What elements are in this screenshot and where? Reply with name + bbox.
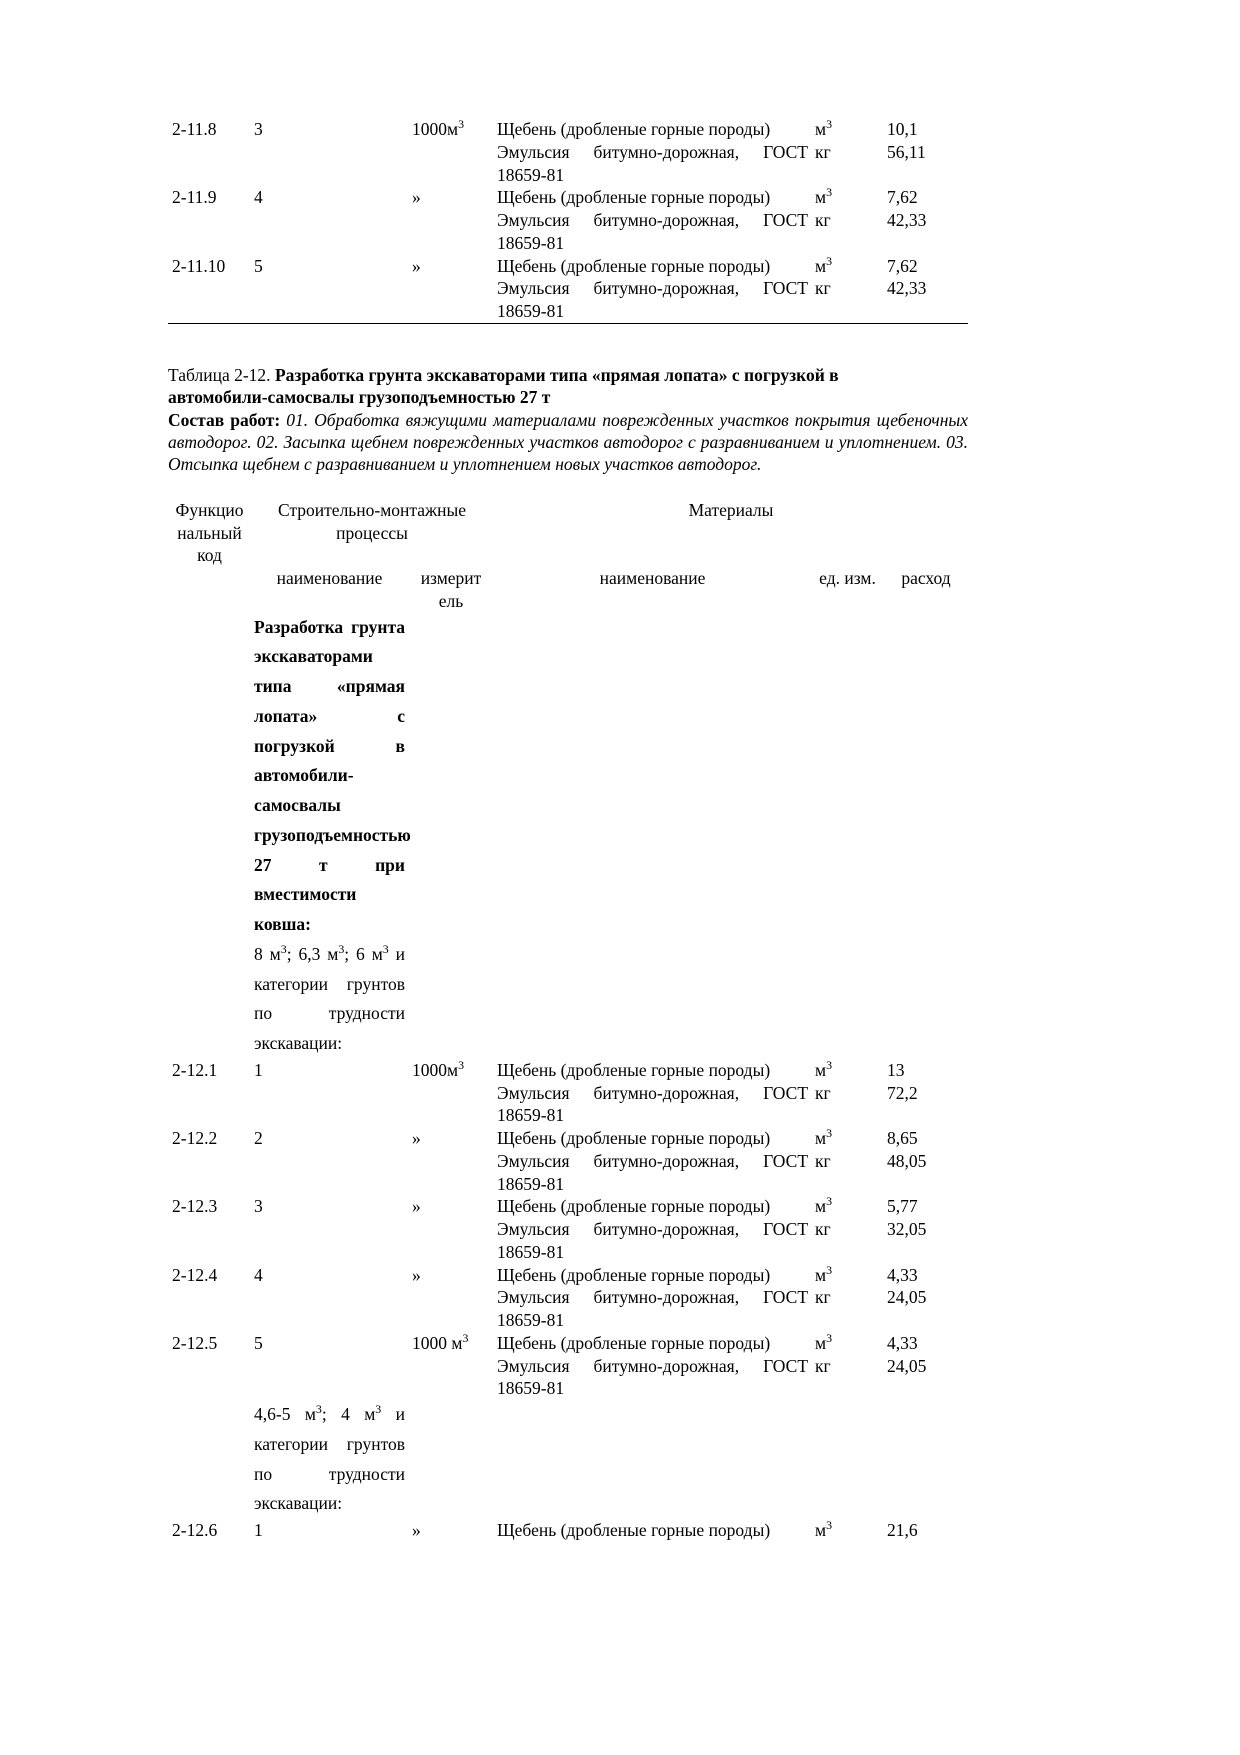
subheader-unit: ед. изм.: [819, 568, 876, 589]
cell-material-unit: [811, 300, 883, 323]
unit-text: м: [815, 1128, 827, 1149]
unit-sup: 3: [826, 1331, 833, 1346]
cell-material-rate: 7,62: [887, 187, 918, 208]
meter-text: 1000м: [412, 1059, 459, 1080]
table-caption: [168, 364, 968, 386]
spacer-cell: [408, 544, 493, 567]
cell-process: 5: [254, 255, 263, 276]
sub1-post: и: [388, 943, 405, 964]
sub2-rest: категории грунтов по трудности экскавации:: [254, 1433, 405, 1514]
sub1-sup3: 3: [382, 942, 389, 957]
cell-material-unit: кг: [815, 1355, 831, 1376]
cell-code: 2-12.5: [172, 1332, 218, 1353]
cell-material-rate: 42,33: [887, 210, 927, 230]
cell-material-unit: [811, 1332, 883, 1355]
sub1-sup2: 3: [338, 942, 345, 957]
cell-process: 4: [254, 187, 263, 208]
cell-code: 2-12.4: [172, 1264, 218, 1285]
table-subheader-row: [168, 567, 968, 613]
cell-material-rate: [883, 1241, 968, 1264]
cell-material-unit: [811, 164, 883, 187]
cell-meter: [408, 1519, 493, 1542]
cell-process: 4: [254, 1264, 263, 1285]
cell-material-name: Эмульсия битумно-дорожная, ГОСТ: [497, 1219, 809, 1240]
table-row: [168, 1127, 968, 1150]
sub1-sup1: 3: [280, 942, 287, 957]
caption-title-line2: автомобили-самосвалы грузоподъемностью 27 т: [168, 386, 551, 407]
cell-material-empty: [493, 613, 811, 940]
subheader-name-right: наименование: [599, 568, 706, 589]
cell-material-rate: 4,33: [887, 1264, 918, 1285]
cell-material-name: Щебень (дробленые горные породы): [497, 1264, 771, 1285]
cell-code-empty: [168, 1400, 250, 1519]
cell-material-name: Эмульсия битумно-дорожная, ГОСТ: [497, 141, 808, 162]
cell-material-name: Эмульсия битумно-дорожная, ГОСТ: [497, 1355, 809, 1376]
cell-meter-empty: [408, 1400, 493, 1519]
meter-text: »: [412, 1128, 421, 1149]
table-header-row: [168, 499, 968, 545]
cell-material-rate: 42,33: [887, 278, 927, 299]
cell-material-rate: 7,62: [887, 255, 918, 276]
meter-text: 1000м: [412, 119, 459, 139]
cell-unit-empty: [811, 613, 883, 940]
unit-text: м: [815, 255, 827, 276]
unit-sup: 3: [826, 1194, 833, 1209]
cell-code: 2-11.8: [172, 119, 217, 139]
cell-material-rate: 4,33: [887, 1332, 918, 1353]
sub2-sup1: 3: [315, 1402, 322, 1417]
cell-material-name: Щебень (дробленые горные породы): [497, 1332, 771, 1353]
cell-material-empty: [493, 940, 811, 1059]
caption-label: Таблица 2-12.: [168, 364, 271, 385]
cell-rate-empty: [883, 613, 968, 940]
sub2-mid1: ; 4 м: [321, 1404, 376, 1425]
cell-unit-empty: [811, 1400, 883, 1519]
subheader-meter: [408, 567, 493, 613]
cell-material-name: Эмульсия битумно-дорожная, ГОСТ: [497, 210, 808, 230]
sub1-mid2: ; 6 м: [344, 943, 383, 964]
table-subgroup-row: [168, 1400, 968, 1519]
cell-code: 2-11.10: [172, 255, 226, 276]
cell-material-name: Щебень (дробленые горные породы): [497, 255, 771, 276]
cell-material-unit: [811, 1264, 883, 1287]
sostav-text: 01. Обработка вяжущими материалами поврежденных участков покрытия щебеночных автодорог. 02. Засыпка щебнем поврежденных участков автодорог с разравниванием и уплотнением. 03. Отсыпка щебнем с разравниванием и уплотнением новых участков автодорог.: [168, 409, 968, 474]
cell-material-rate: [883, 164, 968, 187]
spacer-cell: [493, 544, 811, 567]
caption-title-line1: Разработка грунта экскаваторами типа «прямая лопата» с погрузкой в: [274, 364, 839, 385]
cell-material-unit: [811, 1241, 883, 1264]
sub2-pre: 4,6-5 м: [254, 1404, 316, 1425]
subheader-name-left: наименование: [276, 568, 383, 589]
header-line: нальный: [177, 522, 242, 543]
unit-text: м: [815, 1059, 827, 1080]
cell-meter: [408, 186, 493, 254]
group-sub-2: [250, 1400, 408, 1519]
cell-unit-empty: [811, 940, 883, 1059]
cell-meter: [408, 1264, 493, 1332]
table-row: [168, 1519, 968, 1542]
cell-meter: [408, 118, 493, 186]
unit-sup: 3: [826, 253, 833, 268]
table-2-12: [168, 499, 968, 1542]
cell-meter-empty: [408, 613, 493, 940]
meter-text: »: [412, 1264, 421, 1285]
cell-material-unit: [811, 1519, 883, 1542]
unit-sup: 3: [826, 1058, 833, 1073]
cell-material-name: Эмульсия битумно-дорожная, ГОСТ: [497, 1082, 809, 1103]
subheader-line: измерит: [420, 568, 482, 589]
cell-material-name: Эмульсия битумно-дорожная, ГОСТ: [497, 1287, 809, 1308]
spacer-cell: [811, 544, 883, 567]
meter-sup: 3: [458, 117, 465, 132]
cell-process: 3: [254, 1196, 263, 1217]
cell-material-rate: 10,1: [887, 119, 918, 139]
subheader-line: ель: [438, 590, 464, 611]
unit-sup: 3: [826, 185, 833, 200]
cell-process: 1: [254, 1059, 263, 1080]
cell-material-rate: [883, 232, 968, 255]
cell-material-rate: 24,05: [887, 1287, 927, 1308]
unit-sup: 3: [826, 1518, 833, 1533]
sub1-mid1: ; 6,3 м: [286, 943, 339, 964]
cell-material-rate: [883, 1309, 968, 1332]
spacer-cell: [883, 544, 968, 567]
table-subgroup-row: [168, 940, 968, 1059]
cell-material-name: Щебень (дробленые горные породы): [497, 119, 771, 139]
cell-material-name-cont: 18659-81: [497, 1173, 565, 1194]
cell-process: 3: [254, 119, 263, 139]
table-row: [168, 1264, 968, 1287]
cell-material-rate: 48,05: [887, 1150, 927, 1171]
table-caption-block: [168, 364, 968, 475]
cell-material-rate: 56,11: [887, 141, 926, 162]
cell-material-unit: [811, 1059, 883, 1082]
table-row: [168, 186, 968, 209]
cell-material-name-cont: 18659-81: [497, 1310, 565, 1331]
cell-material-unit: кг: [815, 1082, 831, 1103]
cell-meter: [408, 255, 493, 324]
cell-material-name: Щебень (дробленые горные породы): [497, 1520, 771, 1541]
cell-material-rate: 21,6: [887, 1520, 918, 1541]
table-group-heading-row: [168, 613, 968, 940]
cell-material-name: Эмульсия битумно-дорожная, ГОСТ: [497, 1150, 809, 1171]
spacer-cell: [250, 544, 408, 567]
meter-text: »: [412, 1520, 421, 1541]
cell-material-unit: кг: [815, 210, 831, 230]
table-2-11-continuation: [168, 118, 968, 324]
cell-process: 2: [254, 1128, 263, 1149]
unit-text: м: [815, 1264, 827, 1285]
cell-material-unit: [811, 1309, 883, 1332]
cell-material-unit: кг: [815, 1150, 831, 1171]
cell-material-unit: [811, 118, 883, 141]
cell-rate-empty: [883, 940, 968, 1059]
cell-process: 5: [254, 1332, 263, 1353]
table-header-spacer: [168, 544, 968, 567]
sub1-rest: категории грунтов по трудности экскавации:: [254, 973, 405, 1054]
unit-sup: 3: [826, 1126, 833, 1141]
cell-material-empty: [493, 1400, 811, 1519]
cell-material-unit: [811, 1104, 883, 1127]
cell-material-rate: 13: [887, 1059, 905, 1080]
header-construction-processes: [250, 499, 493, 545]
cell-material-unit: [811, 1195, 883, 1218]
sub2-post: и: [381, 1404, 405, 1425]
cell-material-rate: 24,05: [887, 1355, 927, 1376]
cell-code: 2-11.9: [172, 187, 217, 208]
cell-material-unit: кг: [815, 141, 831, 162]
cell-material-name-cont: 18659-81: [497, 232, 565, 253]
cell-material-name-cont: 18659-81: [497, 164, 565, 185]
cell-material-rate: [883, 1104, 968, 1127]
cell-material-rate: 72,2: [887, 1082, 918, 1103]
unit-text: м: [815, 1196, 827, 1217]
unit-text: м: [815, 119, 827, 139]
cell-material-unit: кг: [815, 1287, 831, 1308]
cell-code: 2-12.6: [172, 1520, 218, 1541]
cell-material-unit: кг: [815, 278, 831, 299]
header-line: Строительно-монтажные: [277, 499, 467, 520]
cell-material-name: Щебень (дробленые горные породы): [497, 1128, 771, 1149]
unit-text: м: [815, 1332, 827, 1353]
cell-code: 2-12.2: [172, 1128, 218, 1149]
table-row: [168, 118, 968, 141]
cell-code: 2-12.1: [172, 1059, 218, 1080]
meter-text: »: [412, 1196, 421, 1217]
cell-material-name-cont: 18659-81: [497, 1378, 565, 1399]
cell-material-unit: [811, 1173, 883, 1196]
unit-sup: 3: [826, 1262, 833, 1277]
header-materials: Материалы: [688, 499, 774, 520]
table-row: [168, 1195, 968, 1218]
cell-meter-empty: [408, 940, 493, 1059]
meter-text: »: [412, 187, 421, 208]
group-heading-bold: Разработка грунта экскаваторами типа «прямая лопата» с погрузкой в автомобили-самосвалы грузоподъемностью 27 т при вместимости ковша:: [254, 616, 411, 935]
header-line: Функцио: [175, 499, 244, 520]
cell-material-name: Щебень (дробленые горные породы): [497, 187, 771, 208]
subheader-rate: расход: [901, 568, 951, 589]
cell-material-rate: [883, 1377, 968, 1400]
cell-material-name-cont: 18659-81: [497, 301, 565, 321]
cell-material-rate: 32,05: [887, 1219, 927, 1240]
cell-material-rate: [883, 300, 968, 323]
cell-material-unit: [811, 186, 883, 209]
sub2-sup2: 3: [375, 1402, 382, 1417]
unit-text: м: [815, 187, 827, 208]
meter-sup: 3: [458, 1058, 465, 1073]
unit-text: м: [815, 1520, 827, 1541]
meter-text: »: [412, 255, 421, 276]
cell-material-name: Щебень (дробленые горные породы): [497, 1196, 771, 1217]
header-line: код: [197, 545, 222, 566]
cell-material-name: Эмульсия битумно-дорожная, ГОСТ: [497, 278, 808, 299]
cell-meter: [408, 1059, 493, 1127]
header-line: процессы: [336, 522, 408, 543]
sostav-rabot: [168, 409, 968, 475]
cell-material-unit: кг: [815, 1219, 831, 1240]
cell-process: 1: [254, 1520, 263, 1541]
cell-material-unit: [811, 1377, 883, 1400]
cell-material-unit: [811, 255, 883, 278]
header-functional-code: [168, 499, 250, 613]
table-row: [168, 255, 968, 278]
cell-meter: [408, 1127, 493, 1195]
sostav-label: Состав работ:: [168, 409, 281, 430]
meter-text: 1000 м: [412, 1332, 463, 1353]
cell-material-unit: [811, 1127, 883, 1150]
cell-rate-empty: [883, 1400, 968, 1519]
cell-material-rate: [883, 1173, 968, 1196]
sub1-pre: 8 м: [254, 943, 281, 964]
cell-material-name: Щебень (дробленые горные породы): [497, 1059, 771, 1080]
cell-code: 2-12.3: [172, 1196, 218, 1217]
table-row: [168, 1332, 968, 1355]
cell-code-empty: [168, 613, 250, 940]
meter-sup: 3: [462, 1331, 469, 1346]
cell-meter: [408, 1195, 493, 1263]
cell-meter: [408, 1332, 493, 1400]
cell-material-rate: 5,77: [887, 1196, 918, 1217]
unit-sup: 3: [826, 117, 833, 132]
cell-material-unit: [811, 232, 883, 255]
cell-material-name-cont: 18659-81: [497, 1105, 565, 1126]
group-sub-1: [250, 940, 408, 1059]
cell-material-rate: 8,65: [887, 1128, 918, 1149]
table-row: [168, 1059, 968, 1082]
cell-material-name-cont: 18659-81: [497, 1241, 565, 1262]
cell-code-empty: [168, 940, 250, 1059]
